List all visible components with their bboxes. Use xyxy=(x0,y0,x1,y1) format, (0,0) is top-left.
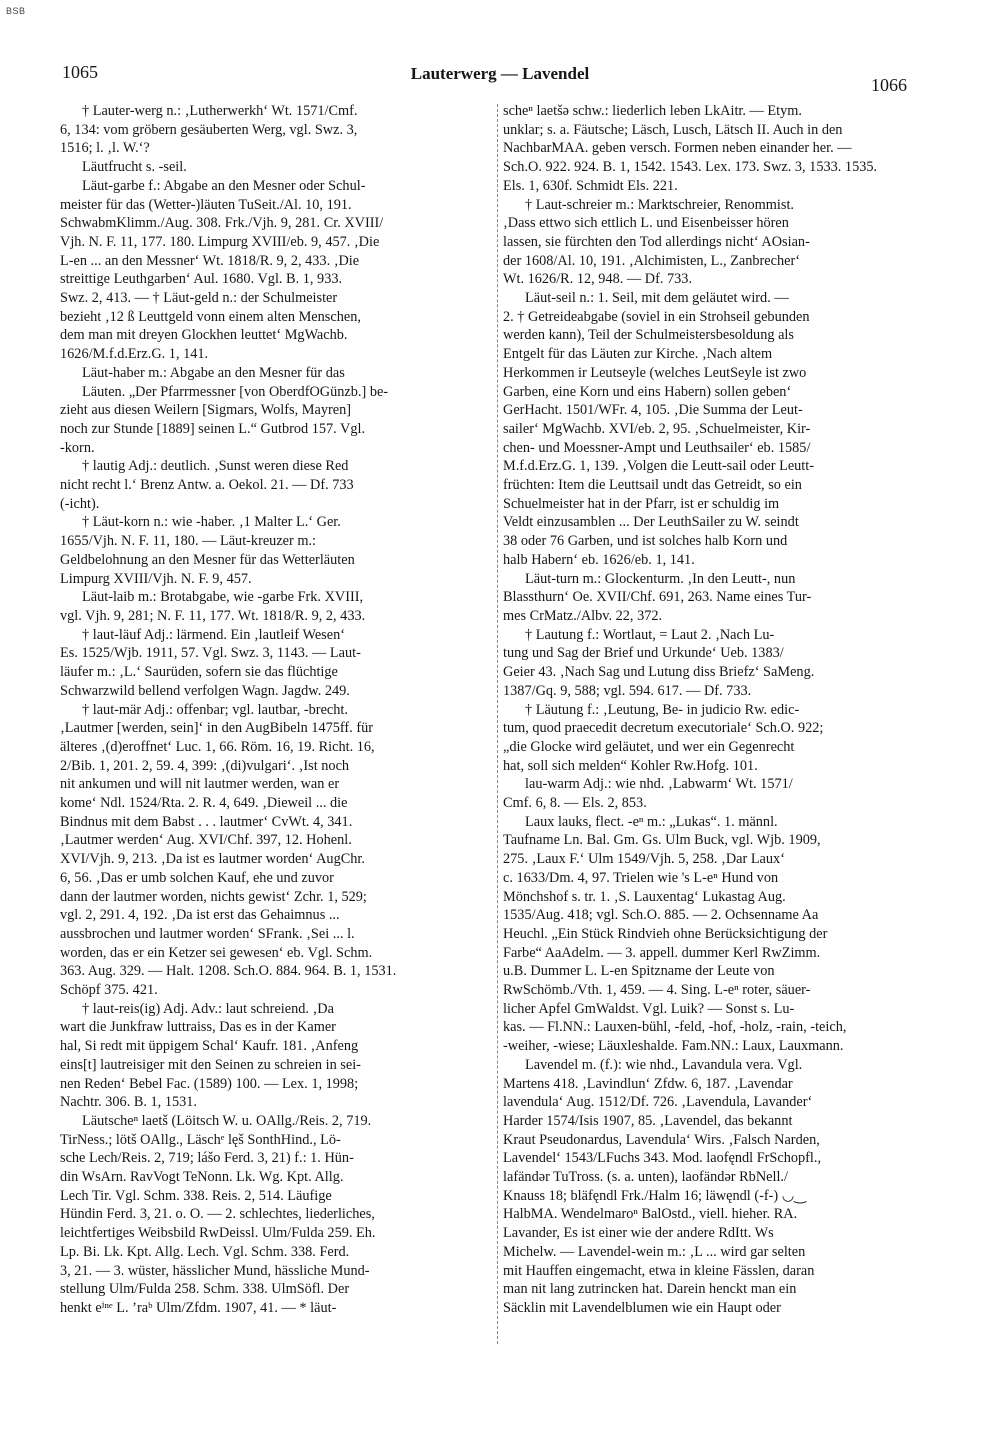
text-line: Säcklin mit Lavendelblumen wie ein Haupt oder xyxy=(503,1300,781,1316)
text-line: licher Apfel GmWaldst. Vgl. Luik? — Sonst s. Lu- xyxy=(503,1000,795,1017)
text-line: mes CrMatz./Albv. 22, 372. xyxy=(503,607,663,624)
text-line: dem man mit dreyen Glockhen leuttet‘ MgWachb. xyxy=(60,327,348,344)
text-line: Laux lauks, flect. -eⁿ m.: „Lukas“. 1. männl. xyxy=(525,813,778,830)
text-line: älteres ‚(d)eroffnet‘ Luc. 1, 66. Röm. 16, 19. Richt. 16, xyxy=(60,738,375,755)
text-line: Heuchl. „Ein Stück Rindvieh ohne Berücksichtigung der xyxy=(503,925,828,942)
text-line: Schuelmeister hat in der Pfarr, ist er schuldig im xyxy=(503,495,780,512)
text-line: dann der lautmer worden, nichts gewist‘ Zchr. 1, 529; xyxy=(60,888,367,905)
text-line: tung und Sag der Brief und Urkunde‘ Ueb. 1383/ xyxy=(503,645,784,662)
text-line: † laut-läuf Adj.: lärmend. Ein ‚lautleif Wesen‘ xyxy=(82,626,345,643)
text-line: Lech Tir. Vgl. Schm. 338. Reis. 2, 514. Läufige xyxy=(60,1187,332,1204)
library-stamp: BSB xyxy=(6,6,26,16)
text-line: chen- und Moessner-Ampt und Leuthsailer‘ eb. 1585/ xyxy=(503,439,811,456)
text-line: SchwabmKlimm./Aug. 308. Frk./Vjh. 9, 281. Cr. XVIII/ xyxy=(60,215,384,232)
text-line: „die Glocke wird geläutet, und wer ein Gegenrecht xyxy=(503,738,795,755)
text-line: Sch.O. 922. 924. B. 1, 1542. 1543. Lex. 173. Swz. 3, 1533. 1535. xyxy=(503,159,878,176)
text-line: henkt eⁱⁿᵉ L. ’raᵇ Ulm/Zfdm. 1907, 41. — * läut- xyxy=(60,1300,337,1316)
text-line: vgl. Vjh. 9, 281; N. F. 11, 177. Wt. 1818/R. 9, 2, 433. xyxy=(60,607,366,624)
text-line: nicht recht l.‘ Brenz Antw. a. Oekol. 21. — Df. 733 xyxy=(60,477,354,494)
text-line: Schwarzwild bellend verfolgen Wagn. Jagdw. 249. xyxy=(60,682,350,699)
text-line: 6, 56. ‚Das er umb solchen Kauf, ehe und zuvor xyxy=(60,869,334,886)
text-line: hal, Si redt mit üppigem Schal‘ Kaufr. 181. ‚Anfeng xyxy=(60,1038,359,1055)
text-line: 3, 21. — 3. wüster, hässlicher Mund, hässliche Mund- xyxy=(60,1262,370,1279)
text-line: 1535/Aug. 418; vgl. Sch.O. 885. — 2. Ochsenname Aa xyxy=(503,907,819,924)
text-line: meister für das (Wetter-)läuten TuSeit./Al. 10, 191. xyxy=(60,196,352,213)
text-line: läufer m.: ‚L.‘ Saurüden, sofern sie das flüchtige xyxy=(60,664,338,681)
text-line: 1626/M.f.d.Erz.G. 1, 141. xyxy=(60,346,209,363)
text-line: † laut-mär Adj.: offenbar; vgl. lautbar, -brecht. xyxy=(82,701,348,718)
text-line: Martens 418. ‚Lavindlun‘ Zfdw. 6, 187. ‚Lavendar xyxy=(503,1075,793,1092)
text-line: † Läutung f.: ‚Leutung, Be- in judicio Rw. edic- xyxy=(525,701,800,718)
text-line: TirNess.; lötš OAllg., Läschᵉ lęš SonthHind., Lö- xyxy=(60,1131,341,1148)
text-line: lassen, sie fürchten den Tod allerdings nicht‘ AOsian- xyxy=(503,233,810,250)
text-line: vgl. 2, 291. 4, 192. ‚Da ist erst das Gehaimnus ... xyxy=(60,907,340,924)
text-line: NachbarMAA. geben versch. Formen neben einander her. — xyxy=(503,140,852,157)
text-line: Geldbelohnung an den Mesner für das Wetterläuten xyxy=(60,551,355,568)
text-line: GerHacht. 1501/WFr. 4, 105. ‚Die Summa der Leut- xyxy=(503,402,803,419)
text-line: 363. Aug. 329. — Halt. 1208. Sch.O. 884. 964. B. 1, 1531. xyxy=(60,963,397,980)
text-line: Wt. 1626/R. 12, 948. — Df. 733. xyxy=(503,271,693,288)
text-line: Nachtr. 306. B. 1, 1531. xyxy=(60,1094,197,1111)
right-column xyxy=(503,102,907,1318)
text-line: Schöpf 375. 421. xyxy=(60,982,158,999)
text-line: ‚Lautmer [werden, sein]‘ in den AugBibeln 1475ff. für xyxy=(60,720,373,737)
text-line: Hündin Ferd. 3, 21. o. O. — 2. schlechtes, liederliches, xyxy=(60,1206,375,1223)
page-number-left: 1065 xyxy=(62,62,98,82)
text-line: der 1608/Al. 10, 191. ‚Alchimisten, L., Zanbrecher‘ xyxy=(503,252,800,269)
text-line: Läutscheⁿ laetš (Löitsch W. u. OAllg./Reis. 2, 719. xyxy=(82,1112,372,1129)
text-line: Herkommen ir Leutseyle (welches LeutSeyle ist zwo xyxy=(503,364,807,381)
running-head: Lauterwerg — Lavendel xyxy=(410,64,590,83)
text-line: Farbe“ AaAdelm. — 3. appell. dummer Kerl RwZimm. xyxy=(503,944,821,961)
text-line: † Lautung f.: Wortlaut, = Laut 2. ‚Nach Lu- xyxy=(525,626,775,643)
text-line: 2. † Getreideabgabe (soviel in ein Strohseil gebunden xyxy=(503,308,810,325)
text-line: unklar; s. a. Fäutsche; Läsch, Lusch, Lätsch II. Auch in den xyxy=(503,121,843,138)
text-line: aussbrochen und lautmer worden‘ SFrank. ‚Sei ... l. xyxy=(60,925,355,942)
text-line: Taufname Ln. Bal. Gm. Gs. Ulm Buck, vgl. Wjb. 1909, xyxy=(503,832,821,849)
text-line: -weiher, -wiese; Läuxleshalde. Fam.NN.: Laux, Lauxmann. xyxy=(503,1038,844,1055)
text-line: Läut-haber m.: Abgabe an den Mesner für das xyxy=(82,364,345,381)
text-line: Läutfrucht s. -seil. xyxy=(82,159,187,176)
text-line: halb Habern‘ eb. 1626/eb. 1, 141. xyxy=(503,551,695,568)
text-line: stellung Ulm/Fulda 258. Schm. 338. UlmSöfl. Der xyxy=(60,1281,350,1298)
text-line: Geier 43. ‚Nach Sag und Lutung diss Briefz‘ SaMeng. xyxy=(503,664,815,681)
text-line: 275. ‚Laux F.‘ Ulm 1549/Vjh. 5, 258. ‚Dar Laux‘ xyxy=(503,851,785,868)
text-line: Cmf. 6, 8. — Els. 2, 853. xyxy=(503,795,647,812)
text-line: man nit lang zutrincken hat. Darein henckt man ein xyxy=(503,1281,797,1298)
text-line: M.f.d.Erz.G. 1, 139. ‚Volgen die Leutt-sail oder Leutt- xyxy=(503,458,815,475)
text-line: L-en ... an den Messner‘ Wt. 1818/R. 9, 2, 433. ‚Die xyxy=(60,252,360,269)
text-line: wart die Junkfraw luttraiss, Das es in der Kamer xyxy=(60,1019,336,1036)
text-line: XVI/Vjh. 9, 213. ‚Da ist es lautmer worden‘ AugChr. xyxy=(60,851,365,868)
text-line: Harder 1574/Isis 1907, 85. ‚Lavendel, das bekannt xyxy=(503,1112,793,1129)
text-line: Es. 1525/Wjb. 1911, 57. Vgl. Swz. 3, 1143. — Laut- xyxy=(60,645,361,662)
text-line: Entgelt für das Läuten zur Kirche. ‚Nach altem xyxy=(503,346,773,363)
text-line: (-icht). xyxy=(60,495,100,512)
column-divider xyxy=(497,104,499,1344)
text-line: Läut-seil n.: 1. Seil, mit dem geläutet wird. — xyxy=(525,290,789,307)
text-line: nit ankumen und will nit lautmer werden, wan er xyxy=(60,776,340,793)
text-line: werden kann), Teil der Schulmeistersbesoldung als xyxy=(503,327,794,344)
text-line: 2/Bib. 1, 201. 2, 59. 4, 399: ‚(di)vulgari‘. ‚Ist noch xyxy=(60,757,350,774)
text-line: † Läut-korn n.: wie -haber. ‚1 Malter L.‘ Ger. xyxy=(82,514,341,531)
text-line: scheⁿ laetšə schw.: liederlich leben LkAitr. — Etym. xyxy=(503,103,802,119)
text-line: din WsArn. RavVogt TeNonn. Lk. Wg. Kpt. Allg. xyxy=(60,1169,344,1186)
text-line: Els. 1, 630f. Schmidt Els. 221. xyxy=(503,177,678,194)
text-line: sche Lech/Reis. 2, 719; lášo Ferd. 3, 21) f.: 1. Hün- xyxy=(60,1150,354,1167)
text-line: † Lauter-werg n.: ‚Lutherwerkh‘ Wt. 1571/Cmf. xyxy=(82,103,358,119)
text-line: u.B. Dummer L. L-en Spitzname der Leute von xyxy=(503,963,775,980)
text-line: ‚Lautmer werden‘ Aug. XVI/Chf. 397, 12. Hohenl. xyxy=(60,832,352,849)
text-line: lafändər TuTross. (s. a. unten), laofändər RbNell./ xyxy=(503,1169,788,1186)
text-line: streittige Leuthgarben‘ Aul. 1680. Vgl. B. 1, 933. xyxy=(60,271,343,288)
text-line: mit Hauffen eingemacht, etwa in kleine Fässlen, daran xyxy=(503,1262,815,1279)
text-line: bezieht ‚12 ß Leuttgeld vonn einem alten Menschen, xyxy=(60,308,361,325)
text-line: sailer‘ MgWachb. XVI/eb. 2, 95. ‚Schuelmeister, Kir- xyxy=(503,420,811,437)
text-line: Läut-turn m.: Glockenturm. ‚In den Leutt-, nun xyxy=(525,570,796,587)
text-line: zieht aus diesen Weilern [Sigmars, Wolfs, Mayren] xyxy=(60,402,351,419)
text-line: Kraut Pseudonardus, Lavendula‘ Wirs. ‚Falsch Narden, xyxy=(503,1131,820,1148)
text-line: RwSchömb./Vth. 1, 459. — 4. Sing. L-eⁿ roter, säuer- xyxy=(503,982,811,999)
text-line: c. 1633/Dm. 4, 97. Trielen wie 's L-eⁿ Hund von xyxy=(503,869,779,886)
text-line: † Laut-schreier m.: Marktschreier, Renommist. xyxy=(525,196,795,213)
text-line: lau-warm Adj.: wie nhd. ‚Labwarm‘ Wt. 1571/ xyxy=(525,776,793,793)
text-line: Mönchshof s. tr. 1. ‚S. Lauxentag‘ Lukastag Aug. xyxy=(503,888,786,905)
text-line: Blassthurn‘ Oe. XVII/Chf. 691, 263. Name eines Tur- xyxy=(503,589,812,606)
text-line: Bindnus mit dem Babst . . . lautmer‘ CvWt. 4, 341. xyxy=(60,813,353,830)
text-line: noch zur Stunde [1889] seinen L.“ Gutbrod 157. Vgl. xyxy=(60,420,366,437)
text-line: -korn. xyxy=(60,439,95,456)
page-number-right: 1066 xyxy=(871,75,907,95)
text-line: lavendula‘ Aug. 1512/Df. 726. ‚Lavendula, Lavander‘ xyxy=(503,1094,813,1111)
text-line: HalbMA. Wendelmaroⁿ BalOstd., viell. hieher. RA. xyxy=(503,1206,798,1223)
text-line: Veldt einzusamblen ... Der LeuthSailer zu W. seindt xyxy=(503,514,799,531)
text-line: † laut-reis(ig) Adj. Adv.: laut schreiend. ‚Da xyxy=(82,1000,334,1017)
text-line: Limpurg XVIII/Vjh. N. F. 9, 457. xyxy=(60,570,252,587)
text-line: früchten: Item die Leuttsail undt das Getreidt, so ein xyxy=(503,477,802,494)
text-line: Läut-laib m.: Brotabgabe, wie -garbe Frk. XVIII, xyxy=(82,589,364,606)
text-line: Michelw. — Lavendel-wein m.: ‚L ... wird gar selten xyxy=(503,1243,806,1260)
text-line: nen Reden‘ Bebel Fac. (1589) 100. — Lex. 1, 1998; xyxy=(60,1075,359,1092)
text-line: Swz. 2, 413. — † Läut-geld n.: der Schulmeister xyxy=(60,290,338,307)
text-line: tum, quod praecedit decretum executoriale‘ Sch.O. 922; xyxy=(503,720,824,737)
left-column xyxy=(60,102,494,1318)
text-line: kome‘ Ndl. 1524/Rta. 2. R. 4, 649. ‚Dieweil ... die xyxy=(60,795,348,812)
text-line: 38 oder 76 Garben, und ist solches halb Korn und xyxy=(503,533,788,550)
text-line: Knauss 18; bläfęndl Frk./Halm 16; läwęndl (-f-) ◡‿ xyxy=(503,1187,806,1204)
text-line: † lautig Adj.: deutlich. ‚Sunst weren diese Red xyxy=(82,458,349,475)
text-line: kas. — Fl.NN.: Lauxen-bühl, -feld, -hof, -holz, -rain, -teich, xyxy=(503,1019,847,1036)
text-line: Lavendel‘ 1543/LFuchs 343. Mod. laofęndl FrSchopfl., xyxy=(503,1150,822,1167)
text-line: 1387/Gq. 9, 588; vgl. 594. 617. — Df. 733. xyxy=(503,682,752,699)
text-line: Garben, eine Korn und eins Habern) sollen geben‘ xyxy=(503,383,792,400)
text-line: Lavendel m. (f.): wie nhd., Lavandula vera. Vgl. xyxy=(525,1056,803,1073)
text-line: 1655/Vjh. N. F. 11, 180. — Läut-kreuzer m.: xyxy=(60,533,317,550)
text-line: 1516; l. ‚l. W.‘? xyxy=(60,140,150,157)
text-line: Läuten. „Der Pfarrmessner [von OberdfOGünzb.] be- xyxy=(82,383,389,400)
text-line: Lavander, Es ist einer wie der andere RdItt. Ws xyxy=(503,1225,774,1242)
text-line: hat, soll sich melden“ Kohler Rw.Hofg. 101. xyxy=(503,757,758,774)
text-line: ‚Dass ettwo sich ettlich L. und Eisenbeisser hören xyxy=(503,215,789,232)
text-line: Läut-garbe f.: Abgabe an den Mesner oder Schul- xyxy=(82,177,366,194)
text-line: leichtfertiges Weibsbild RwDeissl. Ulm/Fulda 259. Eh. xyxy=(60,1225,376,1242)
text-line: Lp. Bi. Lk. Kpt. Allg. Lech. Vgl. Schm. 338. Ferd. xyxy=(60,1243,350,1260)
text-line: eins[t] lautreisiger mit den Seinen zu schreien in sei- xyxy=(60,1056,361,1073)
text-line: worden, das er ein Ketzer sei gewesen‘ eb. Vgl. Schm. xyxy=(60,944,373,961)
text-line: 6, 134: vom gröbern gesäuberten Werg, vgl. Swz. 3, xyxy=(60,121,358,138)
text-line: Vjh. N. F. 11, 177. 180. Limpurg XVIII/eb. 9, 457. ‚Die xyxy=(60,233,380,250)
